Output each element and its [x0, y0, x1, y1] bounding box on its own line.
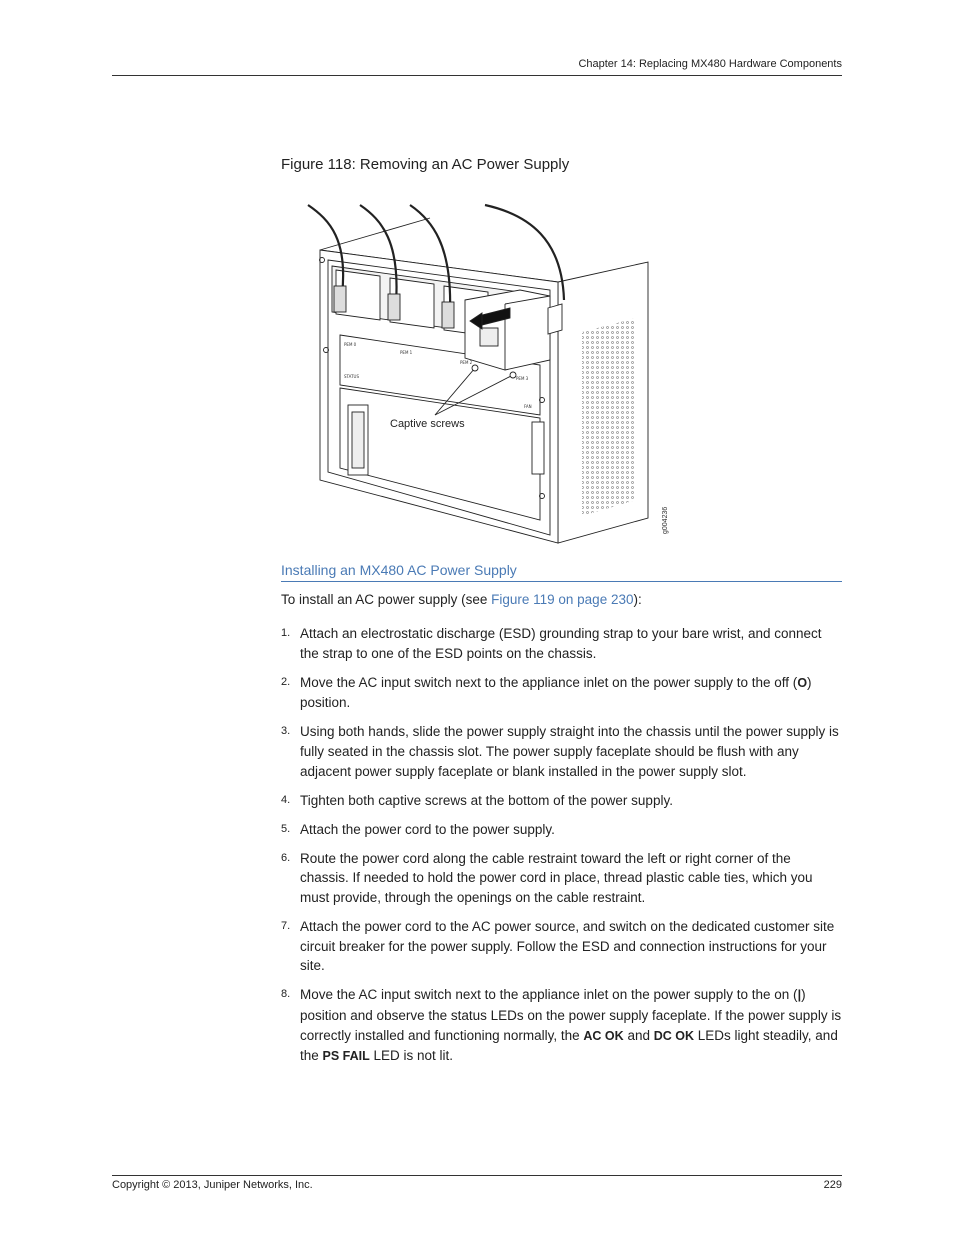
ac-ok-led-label: AC OK	[583, 1028, 624, 1043]
intro-text: To install an AC power supply (see	[281, 592, 492, 607]
step-text: Attach an electrostatic discharge (ESD) grounding strap to your bare wrist, and connect the strap to one of the ESD points on the chassis.	[300, 626, 822, 661]
step-number: 7.	[281, 920, 291, 933]
step-text: Route the power cord along the cable restraint toward the left or right corner of the chassis. If needed to hold the power cord in place, thread plastic cable ties, which you must provide, through the openings on the cable restraint.	[300, 850, 813, 906]
status-label: STATUS	[344, 374, 360, 379]
figure-119-link[interactable]: Figure 119 on page 230	[491, 592, 634, 607]
step-text: Tighten both captive screws at the bottom of the power supply.	[300, 792, 673, 808]
figure-illustration	[300, 200, 680, 550]
section-heading: Installing an MX480 AC Power Supply	[281, 562, 842, 582]
captive-screws-callout: Captive screws	[390, 418, 465, 430]
step-number: 3.	[281, 725, 291, 738]
pem3-label: PEM 3	[516, 376, 529, 381]
footer-rule	[112, 1175, 842, 1176]
intro-paragraph	[281, 592, 642, 607]
step-8	[281, 985, 843, 1066]
step-text: Attach the power cord to the AC power source, and switch on the dedicated customer site circuit breaker for the power supply. Follow the ESD and connection instructions for your site.	[300, 919, 835, 974]
dc-ok-led-label: DC OK	[653, 1028, 694, 1043]
step-number: 1.	[281, 627, 291, 639]
ps-fail-led-label: PS FAIL	[322, 1049, 370, 1064]
intro-text-end: ):	[633, 592, 642, 607]
step-text: Using both hands, slide the power supply straight into the chassis until the power supply is fully seated in the chassis slot. The power supply faceplate should be flush with any adjacent power supply faceplate or blank installed in the power supply slot.	[300, 724, 839, 779]
step-5	[281, 820, 843, 840]
fan-label: FAN	[524, 404, 532, 409]
step-1	[281, 624, 843, 663]
step-text: ) position.	[300, 674, 812, 711]
chassis-drawing	[300, 200, 680, 550]
pem2-label: PEM 2	[460, 360, 473, 365]
header-rule	[112, 75, 842, 76]
step-number: 8.	[281, 988, 291, 1001]
step-3	[281, 722, 843, 781]
step-number: 4.	[281, 793, 291, 806]
step-2	[281, 673, 843, 713]
figure-id: g004236	[662, 506, 669, 534]
page-number: 229	[823, 1179, 842, 1191]
step-text: Attach the power cord to the power supply.	[300, 821, 555, 837]
step-text: Move the AC input switch next to the appliance inlet on the power supply to the off (	[300, 674, 798, 690]
step-text: and	[623, 1027, 654, 1043]
step-number: 6.	[281, 851, 291, 864]
step-6	[281, 849, 843, 908]
step-text: LEDs light steadily, and the	[300, 1027, 838, 1064]
pem1-label: PEM 1	[400, 350, 413, 355]
pem0-label: PEM 0	[344, 342, 357, 347]
install-steps-list	[281, 624, 843, 1076]
copyright: Copyright © 2013, Juniper Networks, Inc.	[112, 1179, 313, 1191]
switch-off-symbol: O	[797, 675, 808, 690]
step-4	[281, 791, 843, 811]
step-text: LED is not lit.	[369, 1048, 454, 1064]
step-text: ) position and observe the status LEDs on the power supply faceplate. If the power supply is correctly installed and functioning normally, the	[300, 987, 842, 1043]
figure-title: Figure 118: Removing an AC Power Supply	[281, 156, 570, 173]
step-number: 2.	[281, 675, 291, 688]
step-text: Move the AC input switch next to the appliance inlet on the power supply to the on (	[300, 987, 798, 1003]
step-number: 5.	[281, 822, 291, 835]
running-header: Chapter 14: Replacing MX480 Hardware Components	[578, 58, 842, 70]
step-7	[281, 917, 843, 976]
switch-on-symbol: |	[797, 988, 802, 1003]
